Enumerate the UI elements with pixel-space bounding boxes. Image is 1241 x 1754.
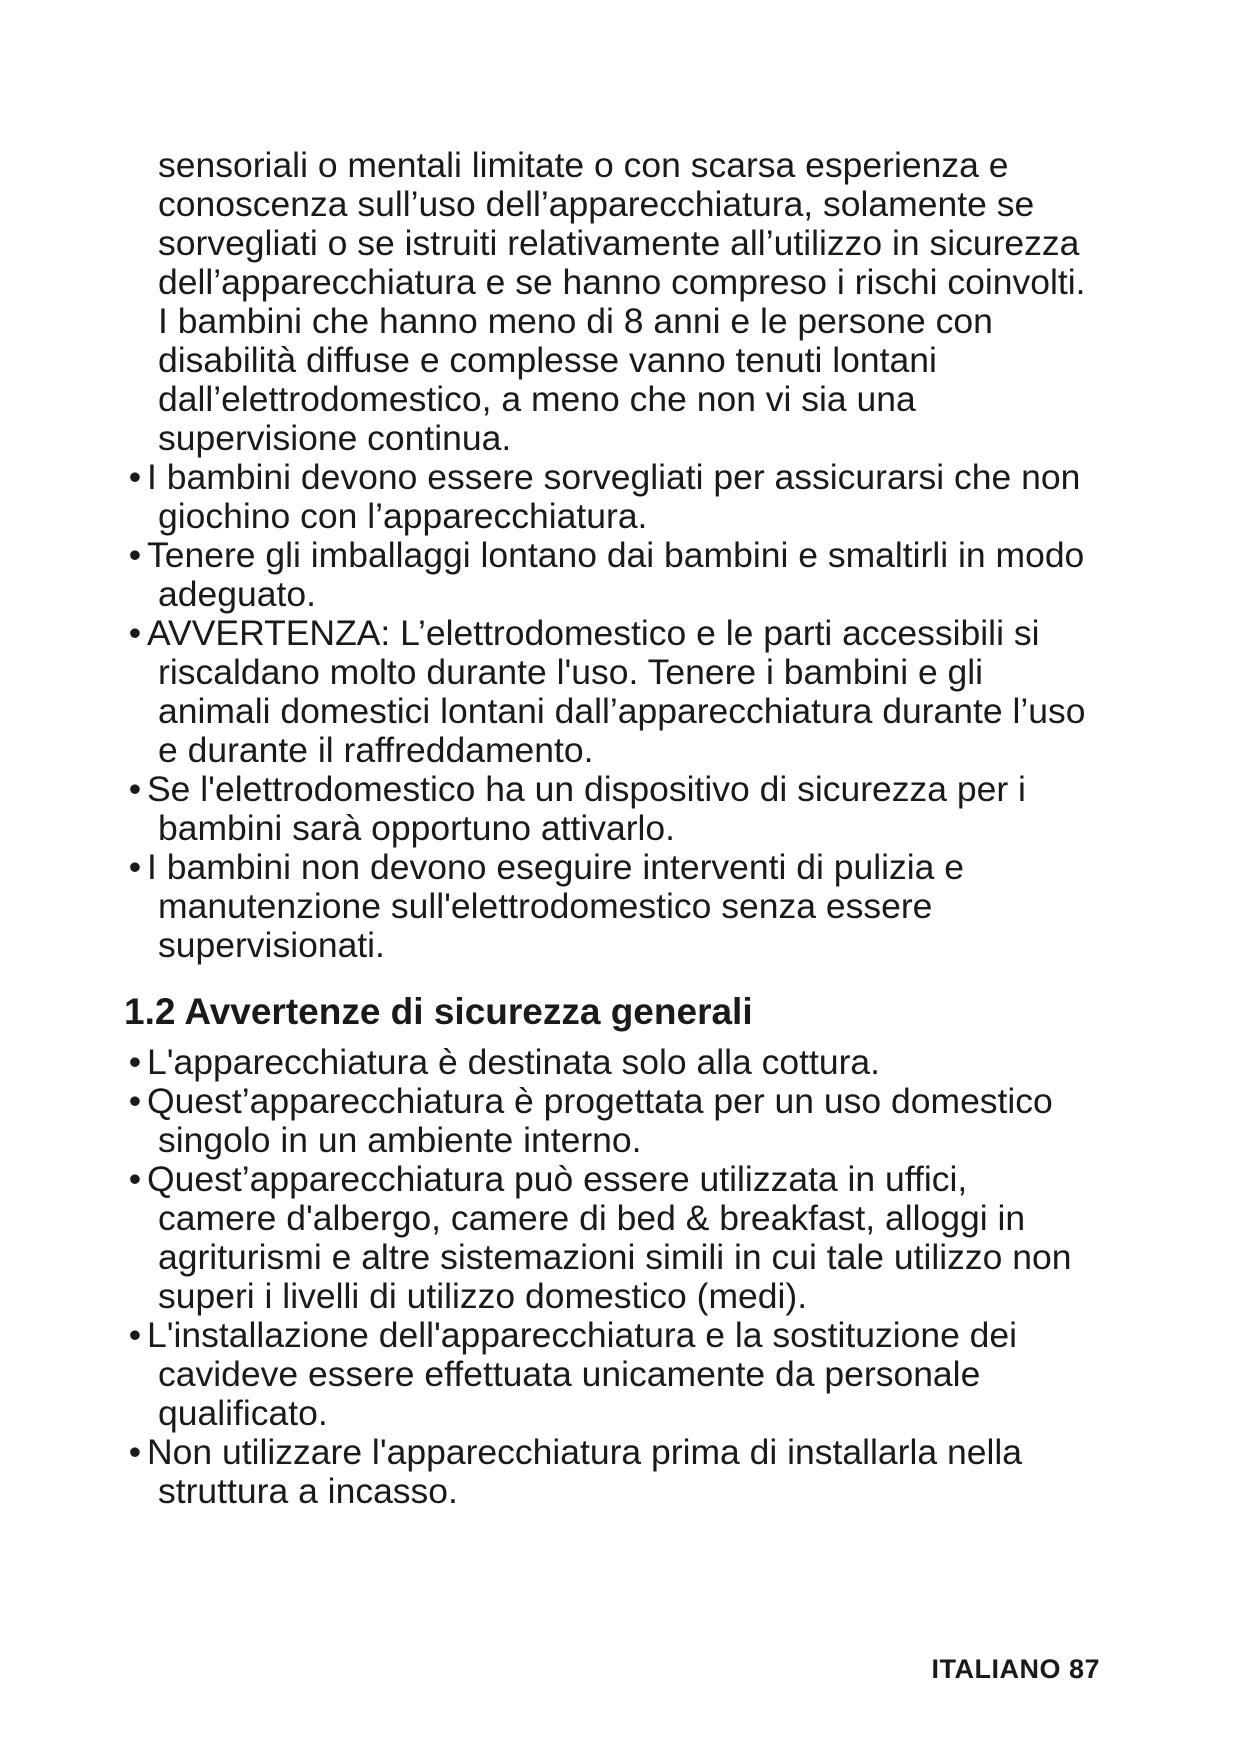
list-item-line: qualificato.	[158, 1393, 328, 1433]
list-item	[124, 458, 1124, 536]
list-item-line: L'apparecchiatura è destinata solo alla cottura.	[147, 1042, 881, 1082]
intro-line: I bambini che hanno meno di 8 anni e le persone con	[158, 301, 993, 341]
list-item	[124, 614, 1124, 770]
list-item	[124, 848, 1124, 965]
list-item-line: AVVERTENZA: L’elettrodomestico e le parti accessibili si	[147, 613, 1040, 653]
intro-line: dell’apparecchiatura e se hanno compreso i rischi coinvolti.	[158, 262, 1086, 302]
intro-paragraph	[124, 146, 1124, 458]
list-item-line: e durante il raffreddamento.	[158, 730, 594, 770]
list-item-line: I bambini devono essere sorvegliati per assicurarsi che non	[147, 457, 1081, 497]
intro-line: disabilità diffuse e complesse vanno tenuti lontani	[158, 340, 937, 380]
bullet-icon: •	[128, 535, 142, 575]
list-item	[124, 1316, 1124, 1433]
bullet-icon: •	[128, 1081, 142, 1121]
list-item-line: camere d'albergo, camere di bed & breakfast, alloggi in	[158, 1198, 1026, 1238]
list-item-line: Tenere gli imballaggi lontano dai bambini e smaltirli in modo	[147, 535, 1085, 575]
bullet-icon: •	[128, 769, 142, 809]
general-safety-list	[124, 1043, 1124, 1511]
intro-line: sensoriali o mentali limitate o con scarsa esperienza e	[158, 145, 1009, 185]
list-item-line: adeguato.	[158, 574, 316, 614]
bullet-icon: •	[128, 847, 142, 887]
bullet-icon: •	[128, 1042, 142, 1082]
list-item-line: animali domestici lontani dall’apparecchiatura durante l’uso	[158, 691, 1086, 731]
list-item-line: Se l'elettrodomestico ha un dispositivo di sicurezza per i	[147, 769, 1026, 809]
list-item-line: bambini sarà opportuno attivarlo.	[158, 808, 676, 848]
list-item-line: L'installazione dell'apparecchiatura e la sostituzione dei	[147, 1315, 1018, 1355]
bullet-icon: •	[128, 613, 142, 653]
list-item	[124, 1160, 1124, 1316]
intro-line: supervisione continua.	[158, 418, 512, 458]
list-item-line: riscaldano molto durante l'uso. Tenere i bambini e gli	[158, 652, 984, 692]
list-item	[124, 1433, 1124, 1511]
bullet-icon: •	[128, 1159, 142, 1199]
list-item	[124, 536, 1124, 614]
section-heading: 1.2 Avvertenze di sicurezza generali	[124, 991, 753, 1032]
list-item-line: giochino con l’apparecchiatura.	[158, 496, 648, 536]
list-item-line: agriturismi e altre sistemazioni simili in cui tale utilizzo non	[158, 1237, 1072, 1277]
list-item	[124, 770, 1124, 848]
bullet-icon: •	[128, 457, 142, 497]
list-item-line: manutenzione sull'elettrodomestico senza essere	[158, 886, 933, 926]
list-item	[124, 1082, 1124, 1160]
list-item	[124, 1043, 1124, 1082]
bullet-icon: •	[128, 1432, 142, 1472]
page-content	[124, 146, 1124, 1511]
page-number-footer: ITALIANO 87	[931, 1654, 1100, 1684]
list-item-line: superi i livelli di utilizzo domestico (medi).	[158, 1276, 808, 1316]
intro-line: sorvegliati o se istruiti relativamente all’utilizzo in sicurezza	[158, 223, 1080, 263]
intro-line: dall’elettrodomestico, a meno che non vi sia una	[158, 379, 916, 419]
list-item-line: Quest’apparecchiatura è progettata per un uso domestico	[147, 1081, 1053, 1121]
list-item-line: cavideve essere effettuata unicamente da personale	[158, 1354, 981, 1394]
bullet-icon: •	[128, 1315, 142, 1355]
list-item-line: I bambini non devono eseguire interventi di pulizia e	[147, 847, 965, 887]
list-item-line: Quest’apparecchiatura può essere utilizzata in uffici,	[147, 1159, 968, 1199]
intro-line: conoscenza sull’uso dell’apparecchiatura, solamente se	[158, 184, 1035, 224]
list-item-line: Non utilizzare l'apparecchiatura prima di installarla nella	[147, 1432, 1022, 1472]
list-item-line: singolo in un ambiente interno.	[158, 1120, 642, 1160]
list-item-line: struttura a incasso.	[158, 1471, 458, 1511]
list-item-line: supervisionati.	[158, 925, 385, 965]
child-safety-list	[124, 458, 1124, 965]
